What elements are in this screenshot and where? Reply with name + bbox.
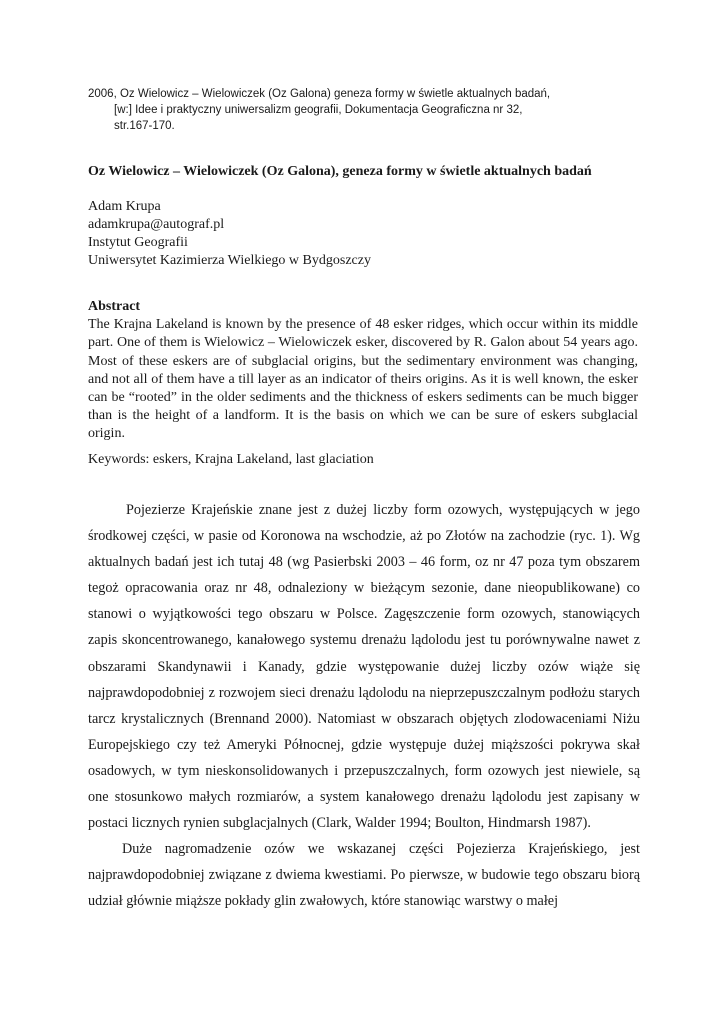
author-name: Adam Krupa [88,199,161,214]
citation-line-2: [w:] Idee i praktyczny uniwersalizm geografii, Dokumentacja Geograficzna nr 32, [114,104,523,116]
author-institute: Instytut Geografii [88,235,188,250]
body-paragraph-1: Pojezierze Krajeńskie znane jest z dużej liczby form ozowych, występujących w jego środkowej części, w pasie od Koronowa na wschodzie, aż po Złotów na zachodzie (ryc. 1). Wg aktualnych badań jest ich tutaj 48 (wg Pasierbski 2003 – 46 form, oz nr 47 poza tym obszarem tegoż opracowania oraz nr 48, odnaleziony w bieżącym sezonie, dane nieopublikowane) co stanowi o wyjątkowości tego obszaru w Polsce. Zagęszczenie form ozowych, stanowiących zapis skoncentrowanego, kanałowego systemu drenażu lądolodu jest tu porównywalne nawet z obszarami Skandynawii i Kanady, gdzie występowanie dużej liczby ozów wiąże się najprawdopodobniej z rozwojem sieci drenażu lądolodu na nieprzepuszczalnym podłożu starych tarcz krystalicznych (Brennand 2000). Natomiast w obszarach objętych zlodowaceniami Niżu Europejskiego czy też Ameryki Północnej, gdzie występuje dużej miąższości pokrywa skał osadowych, w tym nieskonsolidowanych i przepuszczalnych, form ozowych jest niewiele, są one stosunkowo małych rozmiarów, a system kanałowego drenażu lądolodu jest zapisany w postaci licznych rynien subglacjalnych (Clark, Walder 1994; Boulton, Hindmarsh 1987). [88,502,640,832]
keywords-line: Keywords: eskers, Krajna Lakeland, last glaciation [88,452,374,467]
body-text [88,497,640,915]
abstract-section [88,298,638,444]
citation-line-3: str.167-170. [114,120,175,132]
body-paragraph-2: Duże nagromadzenie ozów we wskazanej części Pojezierza Krajeńskiego, jest najprawdopodobniej związane z dwiema kwestiami. Po pierwsze, w budowie tego obszaru biorą udział głównie miąższe pokłady glin zwałowych, które stanowiąc warstwy o małej [88,841,640,910]
author-block [88,198,648,270]
citation-block [88,86,648,134]
paper-title: Oz Wielowicz – Wielowiczek (Oz Galona), geneza formy w świetle aktualnych badań [88,164,592,179]
citation-line-1: 2006, Oz Wielowicz – Wielowiczek (Oz Galona) geneza formy w świetle aktualnych badań, [88,88,551,100]
abstract-text: The Krajna Lakeland is known by the presence of 48 esker ridges, which occur within its middle part. One of them is Wielowicz – Wielowiczek esker, discovered by R. Galon about 54 years ago. Most of these eskers are of subglacial origins, but the sedimentary environment was changing, and not all of them have a till layer as an indicator of theirs origins. As it is well known, the esker can be “rooted” in the older sediments and the thickness of eskers sediments can be much bigger than is the height of a landform. It is the basis on which we can be sure of eskers subglacial origin. [88,317,638,442]
author-email: adamkrupa@autograf.pl [88,217,225,232]
author-university: Uniwersytet Kazimierza Wielkiego w Bydgoszczy [88,253,371,268]
abstract-heading: Abstract [88,299,141,314]
